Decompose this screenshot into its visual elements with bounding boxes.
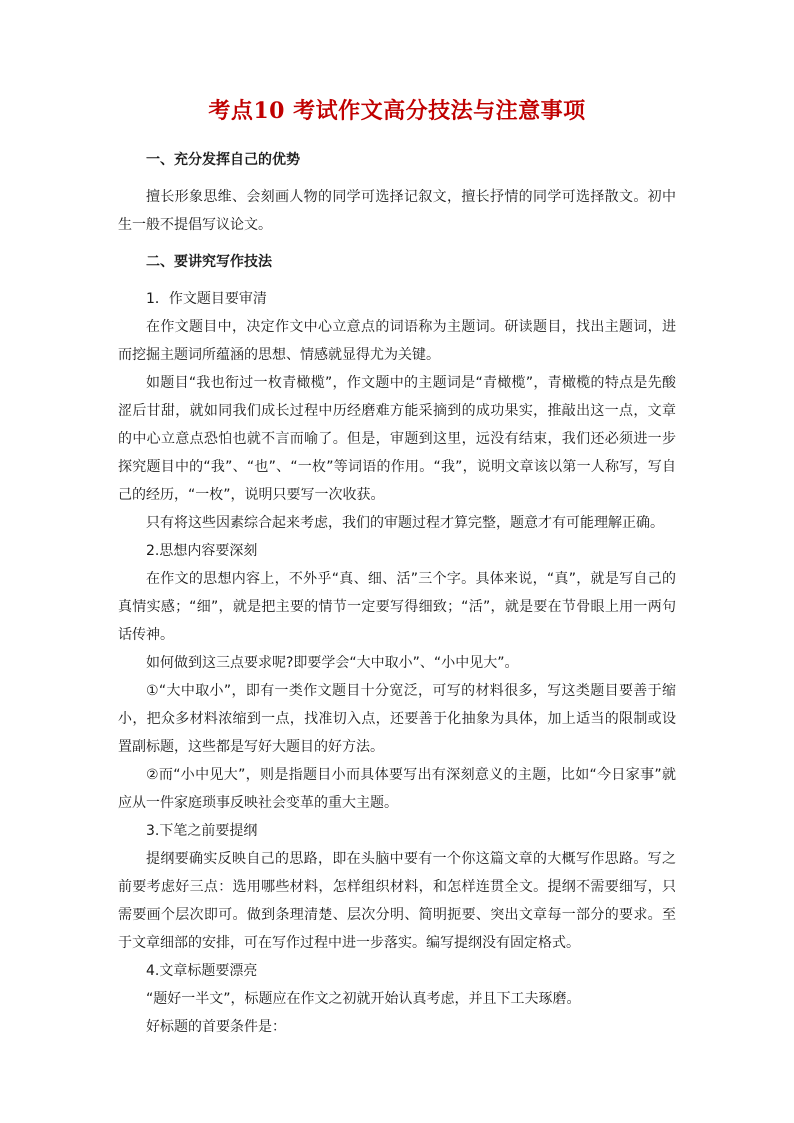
item-4-paragraph-1: “题好一半文”，标题应在作文之初就开始认真考虑，并且下工夫琢磨。 [146, 991, 581, 1007]
item-1-label: 1．作文题目要审清 [146, 291, 267, 307]
item-2-paragraph-4: ②而“小中见大”，则是指题目小而具体要写出有深刻意义的主题，比如“今日家事”就应从一件家庭琐事反映社会变革的重大主题。 [118, 767, 676, 811]
item-2-label: 2.思想内容要深刻 [146, 543, 258, 559]
item-4-paragraph-2: 好标题的首要条件是： [146, 1019, 286, 1035]
section-2-heading: 二、要讲究写作技法 [146, 254, 272, 270]
document-body [118, 146, 676, 1041]
item-2-paragraph-3: ①“大中取小”，即有一类作文题目十分宽泛，可写的材料很多，写这类题目要善于缩小，把众多材料浓缩到一点，找准切入点，还要善于化抽象为具体，加上适当的限制或设置副标题，这些都是写好大题目的好方法。 [118, 683, 676, 755]
section-1-paragraph: 擅长形象思维、会刻画人物的同学可选择记叙文，擅长抒情的同学可选择散文。初中生一般不提倡写议论文。 [118, 189, 676, 233]
item-2-paragraph-1: 在作文的思想内容上，不外乎“真、细、活”三个字。具体来说，“真”，就是写自己的真情实感；“细”，就是把主要的情节一定要写得细致；“活”，就是要在节骨眼上用一两句话传神。 [118, 571, 676, 643]
item-2-paragraph-2: 如何做到这三点要求呢?即要学会“大中取小”、“小中见大”。 [146, 655, 519, 671]
page-title: 考点10 考试作文高分技法与注意事项 [208, 98, 586, 124]
item-1-paragraph-1: 在作文题目中，决定作文中心立意点的词语称为主题词。研读题目，找出主题词，进而挖掘主题词所蕴涵的思想、情感就显得尤为关键。 [118, 319, 676, 363]
item-1-paragraph-3: 只有将这些因素综合起来考虑，我们的审题过程才算完整，题意才有可能理解正确。 [146, 515, 664, 531]
item-4-label: 4.文章标题要漂亮 [146, 963, 258, 979]
item-1-paragraph-2: 如题目“我也衔过一枚青橄榄”，作文题中的主题词是“青橄榄”，青橄榄的特点是先酸涩后甘甜，就如同我们成长过程中历经磨难方能采摘到的成功果实，推敲出这一点，文章的中心立意点恐怕也就不言而喻了。但是，审题到这里，远没有结束，我们还必须进一步探究题目中的“我”、“也”、“一枚”等词语的作用。“我”，说明文章该以第一人称写，写自己的经历，“一枚”，说明只要写一次收获。 [118, 375, 676, 503]
section-1-heading: 一、充分发挥自己的优势 [146, 152, 300, 168]
item-3-label: 3.下笔之前要提纲 [146, 823, 258, 839]
item-3-paragraph-1: 提纲要确实反映自己的思路，即在头脑中要有一个你这篇文章的大概写作思路。写之前要考虑好三点：选用哪些材料，怎样组织材料，和怎样连贯全文。提纲不需要细写，只需要画个层次即可。做到条理清楚、层次分明、简明扼要、突出文章每一部分的要求。至于文章细部的安排，可在写作过程中进一步落实。编写提纲没有固定格式。 [118, 851, 676, 951]
